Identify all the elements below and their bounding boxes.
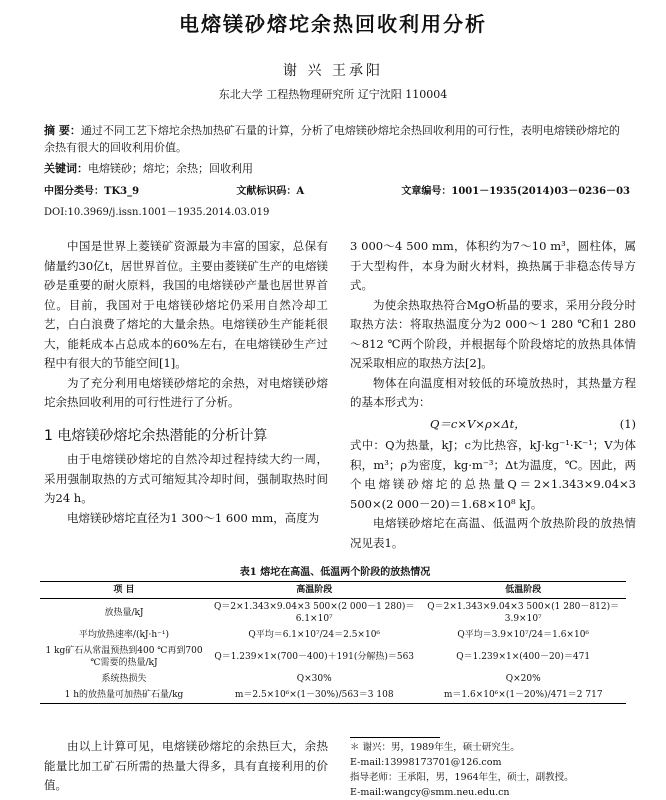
affiliation: 东北大学 工程热物理研究所 辽宁沈阳 110004: [218, 88, 448, 101]
table-cell: Q平均＝6.1×10⁷/24＝2.5×10⁶: [248, 630, 381, 640]
body-paragraph: 物体在向温度相对较低的环境放热时，其热量方程的基本形式为：: [350, 375, 636, 409]
table-cell: Q×20%: [505, 674, 541, 684]
clc-number: 中图分类号：TK3_9: [44, 186, 140, 197]
intro-paragraph: 为了充分利用电熔镁砂熔坨的余热，对电熔镁砂熔坨余热回收利用的可行性进行了分析。: [44, 375, 328, 409]
table-cell: 1 h的放热量可加热矿石量/kg: [64, 690, 184, 700]
body-paragraph: 电熔镁砂熔坨在高温、低温两个放热阶段的放热情况见表1。: [350, 516, 636, 550]
heat-release-table: [40, 581, 626, 704]
footnote-line: ＊ 谢兴：男，1989年生，硕士研究生。: [350, 742, 520, 753]
abstract-text: 通过不同工艺下熔坨余热加热矿石量的计算，分析了电熔镁砂熔坨余热回收利用的可行性，表明电熔镁砂熔坨的余热有很大的回收利用价值。: [44, 124, 620, 154]
footnote-line: E-mail:13998173701@126.com: [350, 757, 502, 768]
body-paragraph: 电熔镁砂熔坨直径为1 300～1 600 mm，高度为: [67, 510, 320, 525]
table-cell: Q×30%: [296, 674, 332, 684]
header-cell: 低温阶段: [505, 585, 542, 595]
body-paragraph: 由以上计算可见，电熔镁砂熔坨的余热巨大，余热能量比加工矿石所需的热量大得多，具有直接利用的价值。: [44, 739, 328, 792]
equation: [350, 415, 636, 435]
table-row: [40, 599, 626, 628]
footnote-line: 指导老师：王承阳，男，1964年生，硕士，副教授。: [350, 772, 574, 783]
keywords-text: 电熔镁砂；熔坨；余热；回收利用: [88, 162, 253, 175]
table-cell: Q＝2×1.343×9.04×3 500×(1 280－812)＝3.9×10⁷: [427, 602, 620, 624]
right-column: [350, 237, 636, 553]
table-row: [40, 687, 626, 704]
table-header-row: [40, 582, 626, 599]
intro-paragraph: 中国是世界上菱镁矿资源最为丰富的国家，总保有储量约30亿t，居世界首位。主要由菱镁矿生产的电熔镁砂是重要的耐火原料，我国的电熔镁砂产量也居世界首位。目前，我国对于电熔镁砂熔坨仍采用自然冷却工艺，白白浪费了熔坨的大量余热。电熔镁砂生产能耗很大，能耗成本占总成本的60%左右，在电熔镁砂生产过程中有很大的节能空间[1]。: [44, 239, 328, 370]
authors: 谢 兴 王承阳: [283, 63, 383, 79]
footnote-line: E-mail:wangcy@smm.neu.edu.cn: [350, 787, 510, 798]
table-cell: 1 kg矿石从常温预热到400 ℃再到700 ℃需要的热量/kJ: [45, 646, 203, 668]
equation-number: (1): [619, 416, 636, 431]
table-cell: 系统热损失: [101, 674, 147, 684]
keywords-label: 关键词：: [44, 162, 88, 175]
table-cell: 放热量/kJ: [104, 608, 144, 618]
table-row: [40, 627, 626, 643]
header-cell: 高温阶段: [296, 585, 333, 595]
body-paragraph: 3 000～4 500 mm，体积约为7～10 m³，圆柱体，属于大型构件，本身为耐火材料，换热属于非稳态传导方式。: [350, 239, 636, 292]
table-cell: Q平均＝3.9×10⁷/24＝1.6×10⁶: [457, 630, 590, 640]
conclusion-paragraph: [44, 737, 328, 796]
footnote-rule: [350, 737, 440, 738]
table-cell: Q＝1.239×1×(700－400)＋191(分解热)＝563: [214, 652, 415, 662]
document-code: 文献标识码：A: [236, 186, 305, 197]
table-cell: Q＝2×1.343×9.04×3 500×(2 000－1 280)＝6.1×10⁷: [213, 602, 415, 624]
table-row: [40, 643, 626, 671]
equation-body: Q＝c×V×ρ×Δt，: [430, 416, 526, 431]
left-column: [44, 237, 328, 528]
section-heading: 1 电熔镁砂熔坨余热潜能的分析计算: [44, 427, 268, 444]
paper-title: 电熔镁砂熔坨余热回收利用分析: [179, 12, 487, 36]
body-paragraph: 由于电熔镁砂熔坨的自然冷却过程持续大约一周，采用强制取热的方式可缩短其冷却时间，强制取热时间为24 h。: [44, 452, 328, 505]
table-row: [40, 671, 626, 687]
table-cell: 平均放热速率/(kJ·h⁻¹): [78, 630, 170, 640]
doi: DOI:10.3969/j.issn.1001－1935.2014.03.019: [44, 207, 270, 218]
abstract: [44, 122, 630, 156]
table-1: [40, 563, 630, 704]
body-paragraph: 为使余热取热符合MgO析晶的要求，采用分段分时取热方法：将取热温度分为2 000～1 280 ℃和1 280～812 ℃两个阶段，并根据每个阶段熔坨的放热具体情况采取相应的取热方法[2]。: [350, 297, 636, 370]
body-paragraph: 式中：Q为热量，kJ；c为比热容，kJ·kg⁻¹·K⁻¹；V为体积，m³；ρ为密度，kg·m⁻³；Δt为温度，℃。因此，两个电熔镁砂熔坨的总热量Q＝2×1.343×9.04×3 500×(2 000－20)＝1.68×10⁸ kJ。: [350, 438, 636, 511]
table-cell: m＝1.6×10⁶×(1－20%)/471＝2 717: [443, 690, 603, 700]
footnote: [350, 740, 630, 800]
article-number: 文章编号：1001－1935(2014)03－0236－03: [401, 186, 630, 197]
abstract-label: 摘 要：: [44, 124, 81, 137]
table-cell: m＝2.5×10⁶×(1－30%)/563＝3 108: [234, 690, 394, 700]
table-cell: Q＝1.239×1×(400－20)＝471: [456, 652, 591, 662]
keywords: [44, 160, 630, 177]
header-cell: 项 目: [113, 585, 135, 595]
table-caption: 表1 熔坨在高温、低温两个阶段的放热情况: [239, 567, 431, 578]
classification-line: [44, 184, 630, 200]
